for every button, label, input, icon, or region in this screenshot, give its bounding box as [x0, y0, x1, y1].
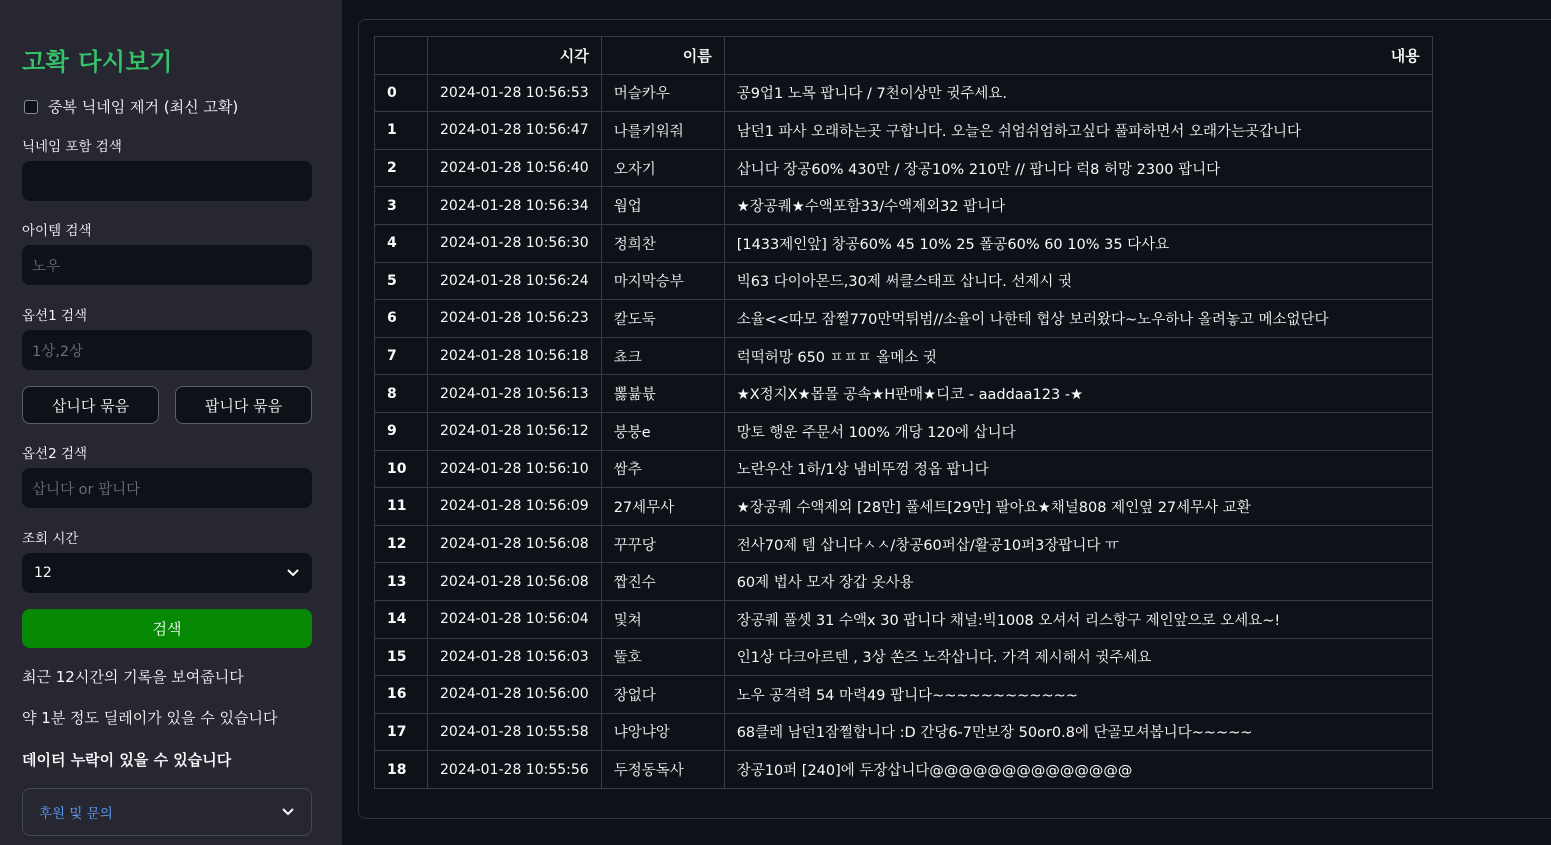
- row-name: 쌈추: [601, 450, 724, 488]
- item-search-label: 아이템 검색: [22, 223, 92, 239]
- row-content: 노란우산 1하/1상 냄비뚜껑 정옵 팝니다: [724, 450, 1432, 488]
- table-row[interactable]: [375, 676, 1433, 714]
- row-index: 6: [375, 300, 428, 338]
- option1-search-label: 옵션1 검색: [22, 308, 88, 324]
- row-time: 2024-01-28 10:56:13: [428, 375, 602, 413]
- row-time: 2024-01-28 10:56:09: [428, 488, 602, 526]
- row-index: 15: [375, 638, 428, 676]
- sidebar: [0, 0, 342, 845]
- row-time: 2024-01-28 10:56:47: [428, 112, 602, 150]
- row-index: 16: [375, 676, 428, 714]
- row-name: 머슬카우: [601, 74, 724, 112]
- table-row[interactable]: [375, 412, 1433, 450]
- chevron-down-icon: [286, 566, 300, 580]
- table-row[interactable]: [375, 450, 1433, 488]
- column-header-time[interactable]: 시각: [428, 37, 602, 75]
- buy-group-button[interactable]: 삽니다 묶음: [22, 386, 159, 424]
- row-content: 럭떡허망 650 ㅍㅍㅍ 올메소 귓: [724, 337, 1432, 375]
- row-index: 17: [375, 713, 428, 751]
- row-name: 나를키워줘: [601, 112, 724, 150]
- row-name: 정희찬: [601, 224, 724, 262]
- table-row[interactable]: [375, 112, 1433, 150]
- row-name: 짭진수: [601, 563, 724, 601]
- row-index: 7: [375, 337, 428, 375]
- row-content: 남던1 파사 오래하는곳 구합니다. 오늘은 쉬엄쉬엄하고싶다 풀파하면서 오래가는곳갑니다: [724, 112, 1432, 150]
- row-name: 웜업: [601, 187, 724, 225]
- row-name: 장없다: [601, 676, 724, 714]
- row-index: 8: [375, 375, 428, 413]
- main-area: [342, 0, 1551, 845]
- row-time: 2024-01-28 10:55:58: [428, 713, 602, 751]
- option2-search-label: 옵션2 검색: [22, 446, 88, 462]
- info-line-delay: 약 1분 정도 딜레이가 있을 수 있습니다: [22, 709, 278, 727]
- table-row[interactable]: [375, 337, 1433, 375]
- sell-group-button[interactable]: 팝니다 묶음: [175, 386, 312, 424]
- table-row[interactable]: [375, 262, 1433, 300]
- row-content: ★장공퀘 수액제외 [28만] 풀세트[29만] 팔아요★채널808 제인옆 27세무사 교환: [724, 488, 1432, 526]
- dedupe-checkbox[interactable]: [24, 100, 38, 114]
- item-search-placeholder: 노우: [32, 258, 61, 275]
- info-line-missing: 데이터 누락이 있을 수 있습니다: [22, 751, 232, 769]
- row-content: 68클레 남던1잠쩔합니다 :D 간당6-7만보장 50or0.8에 단골모셔봅니다~~~~~: [724, 713, 1432, 751]
- info-line-recent: 최근 12시간의 기록을 보여줍니다: [22, 668, 244, 686]
- table-row[interactable]: [375, 713, 1433, 751]
- table-row[interactable]: [375, 525, 1433, 563]
- row-time: 2024-01-28 10:56:08: [428, 525, 602, 563]
- row-time: 2024-01-28 10:56:30: [428, 224, 602, 262]
- row-index: 18: [375, 751, 428, 789]
- table-row[interactable]: [375, 751, 1433, 789]
- results-table[interactable]: [374, 36, 1433, 789]
- column-header-index[interactable]: [375, 37, 428, 75]
- lookup-time-label: 조회 시간: [22, 531, 79, 547]
- table-row[interactable]: [375, 375, 1433, 413]
- row-content: 장공10퍼 [240]에 두장삽니다@@@@@@@@@@@@@@: [724, 751, 1432, 789]
- row-name: 칼도둑: [601, 300, 724, 338]
- row-time: 2024-01-28 10:56:18: [428, 337, 602, 375]
- row-index: 9: [375, 412, 428, 450]
- option2-search-placeholder: 삽니다 or 팝니다: [32, 481, 141, 498]
- row-index: 0: [375, 74, 428, 112]
- lookup-time-select[interactable]: [22, 553, 312, 593]
- column-header-name[interactable]: 이름: [601, 37, 724, 75]
- table-row[interactable]: [375, 149, 1433, 187]
- row-name: 오자기: [601, 149, 724, 187]
- row-time: 2024-01-28 10:56:12: [428, 412, 602, 450]
- nickname-search-label: 닉네임 포함 검색: [22, 139, 122, 155]
- row-index: 10: [375, 450, 428, 488]
- chevron-down-icon: [281, 805, 295, 819]
- row-name: 냐앙냐앙: [601, 713, 724, 751]
- table-row[interactable]: [375, 224, 1433, 262]
- item-search-input[interactable]: [22, 245, 312, 285]
- table-row[interactable]: [375, 300, 1433, 338]
- row-time: 2024-01-28 10:56:53: [428, 74, 602, 112]
- row-content: 전사70제 템 삽니다ㅅㅅ/창공60퍼삽/활공10퍼3장팝니다 ㅠ: [724, 525, 1432, 563]
- table-header-row: [375, 37, 1433, 75]
- row-time: 2024-01-28 10:56:00: [428, 676, 602, 714]
- table-row[interactable]: [375, 563, 1433, 601]
- row-content: 빅63 다이아몬드,30제 써클스태프 삽니다. 선제시 귓: [724, 262, 1432, 300]
- dedupe-checkbox-label: 중복 닉네임 제거 (최신 고확): [48, 98, 239, 116]
- row-content: 인1상 다크아르텐 , 3상 쏜즈 노작삽니다. 가격 제시해서 귓주세요: [724, 638, 1432, 676]
- row-name: 쵸크: [601, 337, 724, 375]
- row-time: 2024-01-28 10:56:23: [428, 300, 602, 338]
- row-content: 장공퀘 풀셋 31 수액x 30 팝니다 채널:빅1008 오셔서 리스항구 제인앞으로 오세요~!: [724, 600, 1432, 638]
- row-time: 2024-01-28 10:56:40: [428, 149, 602, 187]
- row-name: 꾸꾸당: [601, 525, 724, 563]
- row-time: 2024-01-28 10:56:10: [428, 450, 602, 488]
- row-index: 5: [375, 262, 428, 300]
- row-time: 2024-01-28 10:56:08: [428, 563, 602, 601]
- row-index: 2: [375, 149, 428, 187]
- row-content: ★X정지X★몹몰 공속★H판매★디코 - aaddaa123 -★: [724, 375, 1432, 413]
- column-header-content[interactable]: 내용: [724, 37, 1432, 75]
- row-index: 3: [375, 187, 428, 225]
- row-name: 뚤호: [601, 638, 724, 676]
- search-button[interactable]: 검색: [22, 609, 312, 648]
- row-index: 1: [375, 112, 428, 150]
- row-content: [1433제인앞] 창공60% 45 10% 25 폴공60% 60 10% 35 다사요: [724, 224, 1432, 262]
- row-index: 14: [375, 600, 428, 638]
- support-expander[interactable]: [22, 788, 312, 836]
- row-index: 11: [375, 488, 428, 526]
- dedupe-checkbox-row[interactable]: [24, 96, 238, 117]
- row-name: 및쳐: [601, 600, 724, 638]
- row-time: 2024-01-28 10:56:04: [428, 600, 602, 638]
- row-content: ★장공퀘★수액포함33/수액제외32 팝니다: [724, 187, 1432, 225]
- table-row[interactable]: [375, 638, 1433, 676]
- row-name: 마지막승부: [601, 262, 724, 300]
- row-content: 망토 행운 주문서 100% 개당 120에 삽니다: [724, 412, 1432, 450]
- sidebar-title: 고확 다시보기: [22, 48, 173, 76]
- row-content: 노우 공격력 54 마력49 팝니다~~~~~~~~~~~~: [724, 676, 1432, 714]
- nickname-search-input[interactable]: [22, 161, 312, 201]
- table-row[interactable]: [375, 187, 1433, 225]
- option1-search-input[interactable]: [22, 330, 312, 370]
- row-content: 60제 법사 모자 장갑 옷사용: [724, 563, 1432, 601]
- row-name: 두정동독사: [601, 751, 724, 789]
- row-name: 27세무사: [601, 488, 724, 526]
- lookup-time-value: 12: [34, 565, 52, 581]
- row-name: 뽏뷺뷳: [601, 375, 724, 413]
- row-time: 2024-01-28 10:55:56: [428, 751, 602, 789]
- row-time: 2024-01-28 10:56:03: [428, 638, 602, 676]
- table-body: [375, 74, 1433, 788]
- option2-search-input[interactable]: [22, 468, 312, 508]
- support-expander-label: 후원 및 문의: [39, 806, 113, 822]
- row-content: 공9업1 노목 팝니다 / 7천이상만 귓주세요.: [724, 74, 1432, 112]
- row-time: 2024-01-28 10:56:24: [428, 262, 602, 300]
- row-content: 소율<<따모 잠쩔770만먹튀범//소율이 나한테 협상 보러왔다~노우하나 올려놓고 메소없단다: [724, 300, 1432, 338]
- row-index: 4: [375, 224, 428, 262]
- row-index: 13: [375, 563, 428, 601]
- row-content: 삽니다 장공60% 430만 / 장공10% 210만 // 팝니다 럭8 허망 2300 팝니다: [724, 149, 1432, 187]
- table-row[interactable]: [375, 600, 1433, 638]
- row-time: 2024-01-28 10:56:34: [428, 187, 602, 225]
- row-index: 12: [375, 525, 428, 563]
- option1-search-placeholder: 1상,2상: [32, 343, 84, 360]
- row-name: 붕붕e: [601, 412, 724, 450]
- table-row[interactable]: [375, 74, 1433, 112]
- table-row[interactable]: [375, 488, 1433, 526]
